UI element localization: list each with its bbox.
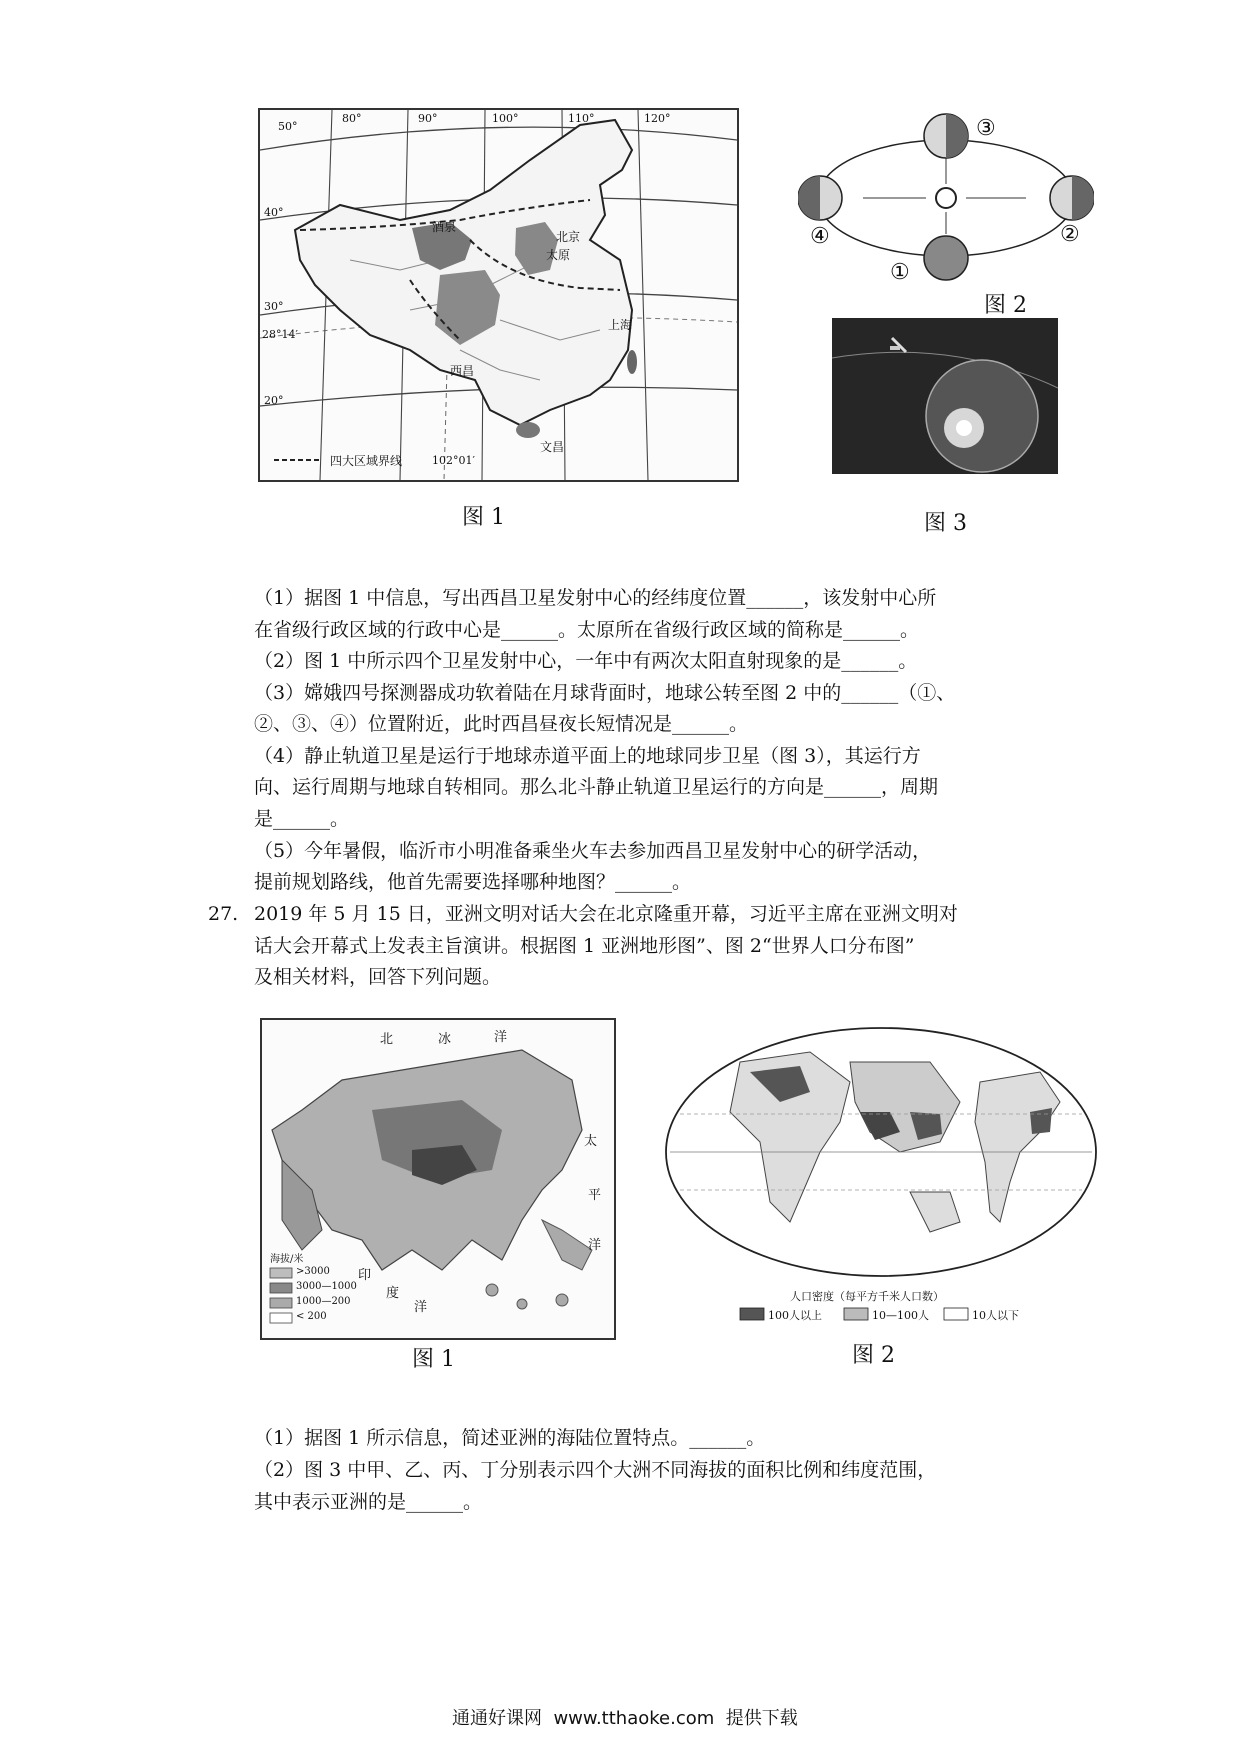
q26-subquestion-4-line-1: （4）静止轨道卫星是运行于地球赤道平面上的地球同步卫星（图 3），其运行方 <box>254 745 921 767</box>
population-legend-item-3: 10人以下 <box>972 1309 1019 1322</box>
satellite-photo-drawing <box>832 318 1058 474</box>
place-label-shanghai: 上海 <box>608 318 633 332</box>
q26-subquestion-1-line-2: 在省级行政区域的行政中心是______。太原所在省级行政区域的简称是______。 <box>254 619 920 641</box>
q26-subquestion-4-line-2: 向、运行周期与地球自转相同。那么北斗静止轨道卫星运行的方向是______，周期 <box>254 776 939 798</box>
q27-subquestion-2-line-1: （2）图 3 中甲、乙、丙、丁分别表示四个大洲不同海拔的面积比例和纬度范围， <box>254 1459 937 1481</box>
lat-label-28-14: 28°14′ <box>262 328 298 341</box>
ocean-label-indian-2: 度 <box>386 1286 400 1301</box>
terrain-legend-item-2: 3000—1000 <box>296 1281 357 1292</box>
lat-label-20: 20° <box>264 394 284 407</box>
q27-fig2-caption: 图 2 <box>852 1343 895 1368</box>
orbit-position-4: ④ <box>810 224 830 249</box>
top-fig1-caption: 图 1 <box>462 505 505 530</box>
place-label-wenchang: 文昌 <box>540 440 565 454</box>
ocean-label-pacific-1: 太 <box>584 1134 598 1149</box>
top-fig2-caption: 图 2 <box>984 293 1027 318</box>
lon-label-110: 110° <box>568 112 595 125</box>
terrain-legend-item-4: < 200 <box>296 1311 327 1322</box>
lat-label-40: 40° <box>264 206 284 219</box>
population-legend-item-2: 10—100人 <box>872 1309 929 1322</box>
asia-terrain-map-figure <box>260 1018 616 1340</box>
q27-intro-line-2: 话大会开幕式上发表主旨演讲。根据图 1 亚洲地形图”、图 2“世界人口分布图” <box>254 935 915 957</box>
place-label-taiyuan: 太原 <box>546 248 571 262</box>
q26-subquestion-5-line-2: 提前规划路线，他首先需要选择哪种地图？______。 <box>254 871 692 893</box>
top-fig3-caption: 图 3 <box>924 511 967 536</box>
lon-label-102-01: 102°01′ <box>432 454 475 467</box>
q27-subquestion-1: （1）据图 1 所示信息，简述亚洲的海陆位置特点。______。 <box>254 1427 766 1449</box>
q27-intro-line-3: 及相关材料，回答下列问题。 <box>254 966 502 988</box>
china-map-drawing <box>260 110 737 480</box>
lon-label-120: 120° <box>644 112 671 125</box>
terrain-legend-title: 海拔/米 <box>270 1254 304 1265</box>
page-footer: 通通好课网 www.tthaoke.com 提供下载 <box>452 1708 798 1729</box>
place-label-jiuquan: 酒泉 <box>432 220 457 234</box>
terrain-legend-item-1: >3000 <box>296 1266 330 1277</box>
ocean-label-arctic-2: 冰 <box>438 1032 452 1047</box>
ocean-label-indian-1: 印 <box>358 1268 372 1283</box>
q26-subquestion-2: （2）图 1 中所示四个卫星发射中心，一年中有两次太阳直射现象的是______。 <box>254 650 918 672</box>
ocean-label-pacific-2: 平 <box>588 1188 602 1203</box>
ocean-label-arctic-1: 北 <box>380 1032 394 1047</box>
ocean-label-pacific-3: 洋 <box>588 1238 602 1253</box>
orbit-position-2: ② <box>1060 222 1080 247</box>
q27-intro-line-1: 2019 年 5 月 15 日，亚洲文明对话大会在北京隆重开幕，习近平主席在亚洲文明对 <box>254 903 958 925</box>
ocean-label-arctic-3: 洋 <box>494 1030 508 1045</box>
q26-subquestion-3-line-1: （3）嫦娥四号探测器成功软着陆在月球背面时，地球公转至图 2 中的______（①、 <box>254 682 956 704</box>
world-population-map-figure <box>660 1022 1102 1332</box>
q26-subquestion-4-line-3: 是______。 <box>254 808 350 830</box>
map-legend-label: 四大区域界线 <box>330 454 403 468</box>
lon-label-80: 80° <box>342 112 362 125</box>
earth-orbit-figure <box>798 112 1094 312</box>
place-label-xichang: 西昌 <box>450 364 475 378</box>
satellite-photo-figure <box>832 318 1058 474</box>
earth-orbit-drawing <box>798 112 1094 312</box>
lat-label-30: 30° <box>264 300 284 313</box>
world-population-drawing <box>660 1022 1102 1332</box>
orbit-position-1: ① <box>890 260 910 285</box>
q27-number: 27. <box>208 903 239 925</box>
terrain-legend-item-3: 1000—200 <box>296 1296 351 1307</box>
lon-label-90: 90° <box>418 112 438 125</box>
q27-fig1-caption: 图 1 <box>412 1347 455 1372</box>
ocean-label-indian-3: 洋 <box>414 1300 428 1315</box>
china-map-figure <box>258 108 739 482</box>
lat-label-50: 50° <box>278 120 298 133</box>
lon-label-100: 100° <box>492 112 519 125</box>
q26-subquestion-3-line-2: ②、③、④）位置附近，此时西昌昼夜长短情况是______。 <box>254 713 749 735</box>
q26-subquestion-1-line-1: （1）据图 1 中信息，写出西昌卫星发射中心的经纬度位置______，该发射中心所 <box>254 587 937 609</box>
q27-subquestion-2-line-2: 其中表示亚洲的是______。 <box>254 1491 483 1513</box>
population-legend-item-1: 100人以上 <box>768 1309 822 1322</box>
orbit-position-3: ③ <box>976 116 996 141</box>
place-label-beijing: 北京 <box>556 230 581 244</box>
q26-subquestion-5-line-1: （5）今年暑假，临沂市小明准备乘坐火车去参加西昌卫星发射中心的研学活动， <box>254 840 932 862</box>
population-legend-title: 人口密度（每平方千米人口数） <box>790 1290 944 1303</box>
